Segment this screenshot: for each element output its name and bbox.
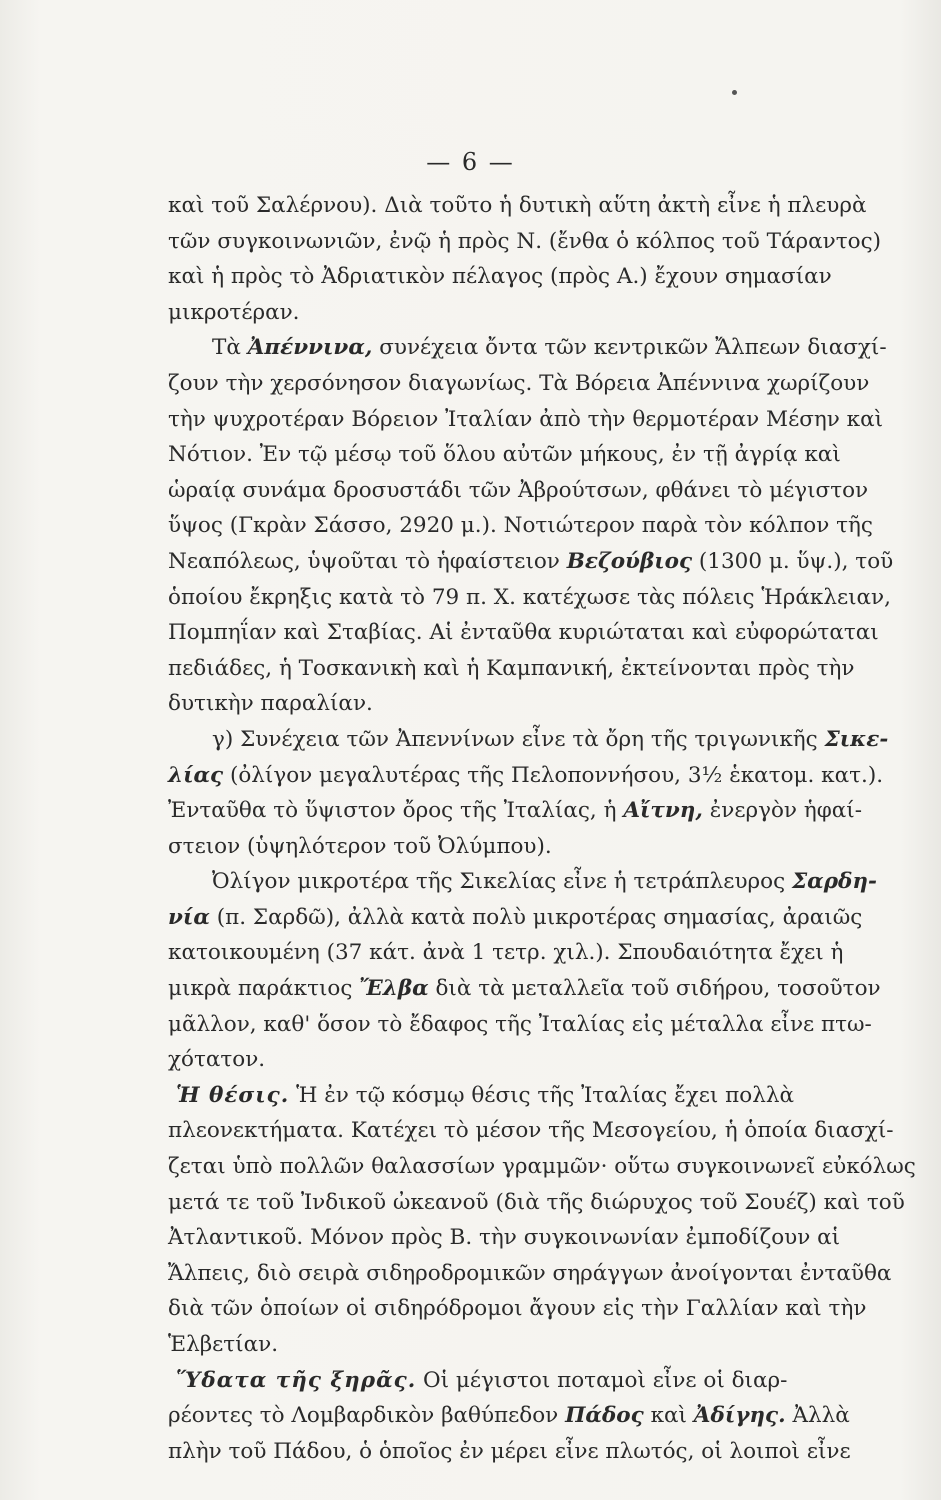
text-line — [168, 1363, 938, 1399]
text-line — [168, 1398, 938, 1434]
ink-speck — [732, 90, 737, 95]
text-segment: Ἑλβετίαν. — [168, 1332, 279, 1357]
text-segment: ὁποίου ἔκρηξις κατὰ τὸ 79 π. Χ. κατέχωσε τὰς πόλεις Ἡράκλειαν, — [168, 584, 891, 610]
text-segment: Ὀλίγον μικροτέρα τῆς Σικελίας εἶνε ἡ τετράπλευρος — [212, 869, 792, 895]
section-heading: Ἡ θέσις. — [176, 1082, 290, 1108]
text-segment: Ἐνταῦθα τὸ ὕψιστον ὄρος τῆς Ἰταλίας, ἡ — [168, 798, 624, 824]
text-segment: Πομπηΐαν καὶ Σταβίας. Αἱ ἐνταῦθα κυριώταται καὶ εὐφορώταται — [168, 620, 879, 646]
text-line — [168, 971, 938, 1007]
text-line — [168, 864, 938, 900]
text-line — [168, 1434, 938, 1470]
text-segment: ζουν τὴν χερσόνησον διαγωνίως. Τὰ Βόρεια Ἀπέννινα χωρίζουν — [168, 370, 870, 396]
text-segment: τὴν ψυχροτέραν Βόρειον Ἰταλίαν ἀπὸ τὴν θερμοτέραν Μέσην καὶ — [168, 406, 884, 432]
text-line — [168, 793, 938, 829]
text-segment: καὶ τοῦ Σαλέρνου). Διὰ τοῦτο ἡ δυτικὴ αὕτη ἀκτὴ εἶνε ἡ πλευρὰ — [168, 193, 867, 218]
text-segment: πεδιάδες, ἡ Τοσκανικὴ καὶ ἡ Καμπανική, ἐκτείνονται πρὸς τὴν — [168, 655, 855, 681]
text-line — [168, 829, 938, 865]
text-segment: Ἀλλὰ — [785, 1403, 850, 1429]
text-segment: διὰ τὰ μεταλλεῖα τοῦ σιδήρου, τοσοῦτον — [428, 976, 881, 1002]
emphasized-term: Σαρδη- — [791, 869, 877, 895]
text-segment: Ἡ ἐν τῷ κόσμῳ θέσις τῆς Ἰταλίας ἔχει πολλὰ — [289, 1082, 794, 1108]
text-line — [168, 1007, 938, 1043]
text-segment: ἐνεργὸν ἡφαί- — [702, 798, 862, 824]
text-line — [168, 1256, 938, 1292]
text-line — [168, 544, 938, 580]
text-segment: (1300 μ. ὕψ.), τοῦ — [692, 548, 894, 574]
text-segment: μᾶλλον, καθ' ὅσον τὸ ἔδαφος τῆς Ἰταλίας εἰς μέταλλα εἶνε πτω- — [168, 1011, 872, 1037]
text-line — [168, 1291, 938, 1327]
text-line — [168, 935, 938, 971]
text-line — [168, 1327, 938, 1363]
text-segment: καὶ — [643, 1403, 694, 1429]
text-line — [168, 722, 938, 758]
text-segment: μικρὰ παράκτιος — [168, 976, 360, 1002]
text-segment: Τὰ — [212, 335, 248, 361]
emphasized-term: Αἴτνη, — [623, 798, 703, 824]
emphasized-term: Πάδος — [565, 1403, 644, 1429]
text-line — [168, 508, 938, 544]
text-segment: ζεται ὑπὸ πολλῶν θαλασσίων γραμμῶν· οὕτω συγκοινωνεῖ εὐκόλως — [168, 1154, 916, 1180]
text-segment: διὰ τῶν ὁποίων οἱ σιδηρόδρομοι ἄγουν εἰς τὴν Γαλλίαν καὶ τὴν — [168, 1296, 867, 1322]
text-segment: γ) Συνέχεια τῶν Ἀπεννίνων εἶνε τὰ ὄρη τῆς τριγωνικῆς — [212, 726, 825, 752]
section-heading: Ὕδατα τῆς ξηρᾶς. — [176, 1367, 417, 1393]
emphasized-term: Ἀπέννινα, — [247, 335, 373, 361]
text-segment: Νεαπόλεως, ὑψοῦται τὸ ἡφαίστειον — [168, 548, 567, 574]
page-number: — 6 — — [426, 148, 515, 176]
text-segment: τῶν συγκοινωνιῶν, ἐνῷ ἡ πρὸς Ν. (ἔνθα ὁ κόλπος τοῦ Τάραντος) — [168, 228, 881, 254]
text-segment: (π. Σαρδῶ), ἀλλὰ κατὰ πολὺ μικροτέρας σημασίας, ἀραιῶς — [209, 904, 863, 930]
text-segment: στειον (ὑψηλότερον τοῦ Ὀλύμπου). — [168, 833, 552, 859]
text-line — [168, 686, 938, 722]
emphasized-term: Βεζούβιος — [566, 548, 693, 574]
text-line — [168, 295, 938, 331]
text-line — [168, 1113, 938, 1149]
emphasized-term: Ἀδίγης. — [693, 1403, 786, 1429]
text-segment: ὡραίᾳ συνάμα δροσυστάδι τῶν Ἀβρούτσων, φθάνει τὸ μέγιστον — [168, 477, 869, 503]
text-line — [168, 1185, 938, 1221]
text-line — [168, 259, 938, 295]
text-segment: ὕψος (Γκρὰν Σάσσο, 2920 μ.). Νοτιώτερον παρὰ τὸν κόλπον τῆς — [168, 513, 873, 539]
text-line — [168, 580, 938, 616]
text-line — [168, 366, 938, 402]
text-line — [168, 1220, 938, 1256]
text-segment: μετά τε τοῦ Ἰνδικοῦ ὠκεανοῦ (διὰ τῆς διώρυχος τοῦ Σουέζ) καὶ τοῦ — [168, 1189, 905, 1215]
text-segment: ρέοντες τὸ Λομβαρδικὸν βαθύπεδον — [168, 1403, 566, 1429]
emphasized-term: Σικε- — [824, 726, 889, 752]
text-segment: Νότιον. Ἐν τῷ μέσῳ τοῦ ὅλου αὐτῶν μήκους, ἐν τῇ ἀγρίᾳ καὶ — [168, 442, 841, 468]
text-segment: χότατον. — [168, 1047, 266, 1073]
text-line — [168, 758, 938, 794]
text-segment: πλεονεκτήματα. Κατέχει τὸ μέσον τῆς Μεσογείου, ἡ ὁποία διασχί- — [168, 1118, 894, 1144]
text-line — [168, 473, 938, 509]
text-segment: (ὀλίγον μεγαλυτέρας τῆς Πελοποννήσου, 3½ ἑκατομ. κατ.). — [223, 762, 884, 788]
text-segment: Ἄλπεις, διὸ σειρὰ σιδηροδρομικῶν σηράγγων ἀνοίγονται ἐνταῦθα — [168, 1260, 892, 1286]
text-segment: μικροτέραν. — [168, 299, 300, 325]
body-text — [168, 188, 938, 1469]
text-line — [168, 1042, 938, 1078]
text-segment: συνέχεια ὄντα τῶν κεντρικῶν Ἄλπεων διασχί- — [372, 335, 887, 361]
text-line — [168, 402, 938, 438]
text-line — [168, 330, 938, 366]
text-line — [168, 651, 938, 687]
emphasized-term: νία — [168, 904, 210, 930]
text-segment: Ἀτλαντικοῦ. Μόνον πρὸς Β. τὴν συγκοινωνίαν ἐμποδίζουν αἱ — [168, 1225, 841, 1251]
text-segment: κατοικουμένη (37 κάτ. ἀνὰ 1 τετρ. χιλ.). Σπουδαιότητα ἔχει ἡ — [168, 940, 844, 966]
text-segment: Οἱ μέγιστοι ποταμοὶ εἶνε οἱ διαρ- — [416, 1367, 788, 1393]
text-line — [168, 1078, 938, 1114]
text-line — [168, 437, 938, 473]
text-segment: δυτικὴν παραλίαν. — [168, 691, 373, 717]
emphasized-term: λίας — [168, 762, 224, 788]
text-line — [168, 224, 938, 260]
text-line — [168, 615, 938, 651]
text-line — [168, 188, 938, 224]
text-segment: καὶ ἡ πρὸς τὸ Ἀδριατικὸν πέλαγος (πρὸς Α.) ἔχουν σημασίαν — [168, 264, 832, 290]
text-segment: πλὴν τοῦ Πάδου, ὁ ὁποῖος ἐν μέρει εἶνε πλωτός, οἱ λοιποὶ εἶνε — [168, 1438, 851, 1464]
emphasized-term: Ἔλβα — [359, 976, 429, 1002]
text-line — [168, 1149, 938, 1185]
text-line — [168, 900, 938, 936]
